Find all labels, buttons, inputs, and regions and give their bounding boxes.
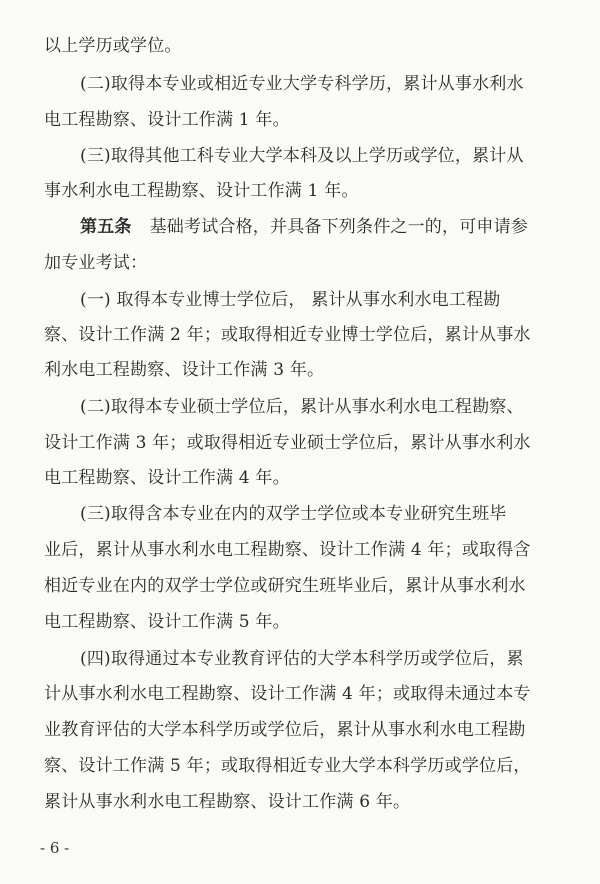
- text-line: 以上学历或学位。: [44, 36, 182, 56]
- text-line: 累计从事水利水电工程勘察、设计工作满 6 年。: [44, 792, 411, 812]
- article-label: 第五条: [80, 217, 132, 237]
- text-line: (三)取得其他工科专业大学本科及以上学历或学位，累计从: [80, 146, 524, 166]
- article-text: 基础考试合格，并具备下列条件之一的，可申请参: [149, 217, 529, 237]
- article-line: [80, 216, 570, 238]
- text-line: 业后，累计从事水利水电工程勘察、设计工作满 4 年；或取得含: [44, 540, 531, 560]
- text-line: (一) 取得本专业博士学位后， 累计从事水利水电工程勘: [80, 290, 501, 310]
- text-line: 察、设计工作满 2 年；或取得相近专业博士学位后，累计从事水: [44, 325, 531, 345]
- text-line: (二)取得本专业硕士学位后，累计从事水利水电工程勘察、: [80, 397, 524, 417]
- page-number: - 6 -: [40, 839, 70, 857]
- text-line: 利水电工程勘察、设计工作满 3 年。: [44, 360, 325, 380]
- text-line: 事水利水电工程勘察、设计工作满 1 年。: [44, 181, 359, 201]
- text-line: 电工程勘察、设计工作满 5 年。: [44, 612, 290, 632]
- text-line: 察、设计工作满 5 年；或取得相近专业大学本科学历或学位后，: [44, 756, 531, 776]
- text-line: 业教育评估的大学本科学历或学位后，累计从事水利水电工程勘: [44, 720, 526, 740]
- text-line: 电工程勘察、设计工作满 4 年。: [44, 468, 290, 488]
- text-line: (二)取得本专业或相近专业大学专科学历，累计从事水利水: [80, 74, 524, 94]
- text-line: 电工程勘察、设计工作满 1 年。: [44, 110, 290, 130]
- text-line: 加专业考试：: [44, 253, 148, 273]
- text-line: 设计工作满 3 年；或取得相近专业硕士学位后，累计从事水利水: [44, 433, 531, 453]
- text-line: 相近专业在内的双学士学位或研究生班毕业后，累计从事水利水: [44, 576, 526, 596]
- text-line: (四)取得通过本专业教育评估的大学本科学历或学位后，累: [80, 649, 524, 669]
- text-line: (三)取得含本专业在内的双学士学位或本专业研究生班毕: [80, 504, 507, 524]
- text-line: 计从事水利水电工程勘察、设计工作满 4 年；或取得未通过本专: [44, 684, 531, 704]
